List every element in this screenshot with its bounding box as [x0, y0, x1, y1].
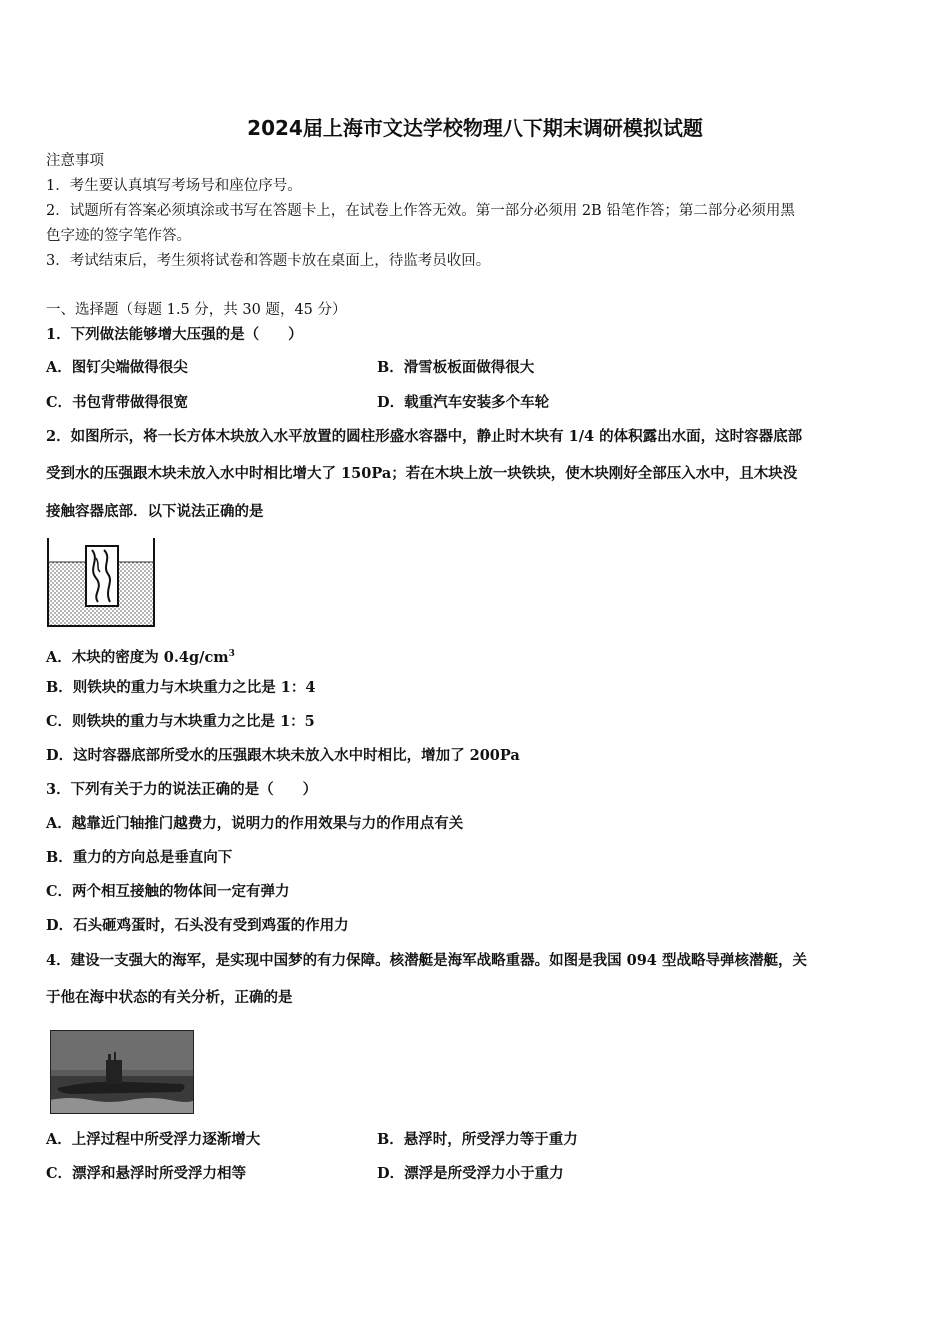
wood-block [86, 546, 118, 606]
q2-stem-line2: 受到水的压强跟木块未放入水中时相比增大了 150Pa；若在木块上放一块铁块，使木块刚好全部压入水中，且木块没 [46, 465, 798, 482]
q2-stem-line1: 2．如图所示，将一长方体木块放入水平放置的圆柱形盛水容器中，静止时木块有 1/4 的体积露出水面，这时容器底部 [46, 428, 803, 445]
q1-option-c: C．书包背带做得很宽 [46, 394, 189, 411]
q1-option-a: A．图钉尖端做得很尖 [46, 359, 188, 376]
q2-option-a-superscript: 3 [228, 649, 235, 659]
q3-option-c: C．两个相互接触的物体间一定有弹力 [46, 883, 290, 900]
q2-option-c: C．则铁块的重力与木块重力之比是 1：5 [46, 713, 315, 730]
q2-option-a [46, 644, 235, 668]
q1-option-b: B．滑雪板板面做得很大 [377, 359, 535, 376]
q2-option-a-text: A．木块的密度为 0.4g/cm [46, 648, 229, 666]
notice-item-3: 3．考试结束后，考生须将试卷和答题卡放在桌面上，待监考员收回。 [46, 253, 491, 269]
q2-stem-line3: 接触容器底部．以下说法正确的是 [46, 503, 264, 520]
container-with-wood-block-figure [44, 534, 158, 630]
q3-option-b: B．重力的方向总是垂直向下 [46, 849, 233, 866]
submarine-sail [106, 1060, 122, 1084]
q4-option-c: C．漂浮和悬浮时所受浮力相等 [46, 1165, 247, 1182]
q4-stem-line1: 4．建设一支强大的海军，是实现中国梦的有力保障。核潜艇是海军战略重器。如图是我国 094 型战略导弹核潜艇，关 [46, 952, 807, 969]
submarine-photo [50, 1030, 194, 1114]
submarine-mast [108, 1054, 111, 1062]
notice-heading: 注意事项 [46, 153, 104, 169]
q2-option-b: B．则铁块的重力与木块重力之比是 1：4 [46, 679, 316, 696]
q4-option-a: A．上浮过程中所受浮力逐渐增大 [46, 1131, 261, 1148]
q3-option-a: A．越靠近门轴推门越费力，说明力的作用效果与力的作用点有关 [46, 815, 464, 832]
q4-option-d: D．漂浮是所受浮力小于重力 [377, 1165, 564, 1182]
q4-stem-line2: 于他在海中状态的有关分析，正确的是 [46, 989, 293, 1006]
notice-item-2: 2．试题所有答案必须填涂或书写在答题卡上，在试卷上作答无效。第一部分必须用 2B 铅笔作答；第二部分必须用黑 [46, 203, 795, 219]
notice-item-2-cont: 色字迹的签字笔作答。 [46, 228, 191, 244]
section-heading: 一、选择题（每题 1.5 分，共 30 题，45 分） [46, 302, 347, 318]
q3-stem: 3．下列有关于力的说法正确的是（ ） [46, 781, 318, 798]
q4-option-b: B．悬浮时，所受浮力等于重力 [377, 1131, 578, 1148]
submarine-mast [114, 1052, 116, 1062]
page-title: 2024届上海市文达学校物理八下期末调研模拟试题 [247, 116, 703, 140]
q1-option-d: D．载重汽车安装多个车轮 [377, 394, 550, 411]
q2-option-d: D．这时容器底部所受水的压强跟木块未放入水中时相比，增加了 200Pa [46, 747, 520, 764]
q3-option-d: D．石头砸鸡蛋时，石头没有受到鸡蛋的作用力 [46, 917, 349, 934]
notice-item-1: 1．考生要认真填写考场号和座位序号。 [46, 178, 302, 194]
q1-stem: 1．下列做法能够增大压强的是（ ） [46, 326, 303, 343]
